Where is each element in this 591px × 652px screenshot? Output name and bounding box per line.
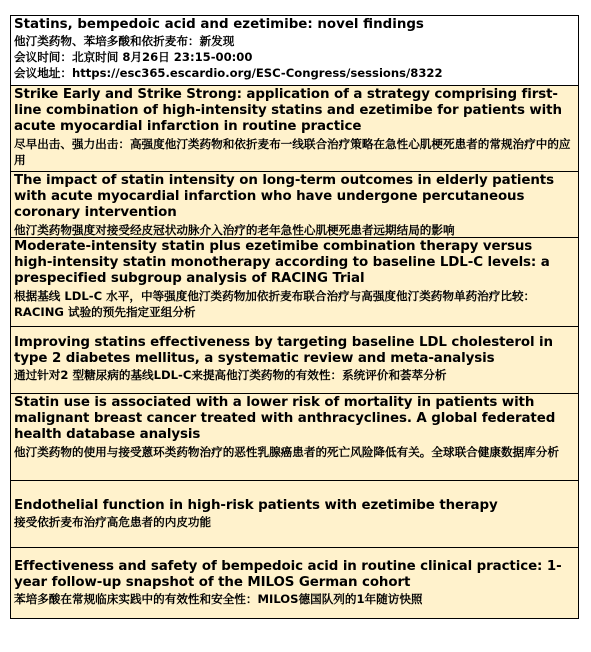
abstract-title-zh: 苯培多酸在常规临床实践中的有效性和安全性：MILOS德国队列的1年随访快照 — [14, 592, 423, 607]
abstract-row — [11, 237, 578, 326]
abstract-title-zh: 通过针对2 型糖尿病的基线LDL-C来提高他汀类药物的有效性：系统评价和荟萃分析 — [14, 368, 447, 383]
session-title-zh: 他汀类药物、苯培多酸和依折麦布：新发现 — [14, 34, 235, 48]
session-address[interactable]: 会议地址：https://esc365.escardio.org/ESC-Congress/sessions/8322 — [14, 66, 443, 80]
abstract-row — [11, 326, 578, 393]
abstract-title-zh: 他汀类药物强度对接受经皮冠状动脉介入治疗的老年急性心肌梗死患者远期结局的影响 — [14, 222, 455, 237]
session-header — [11, 16, 578, 85]
abstract-row — [11, 171, 578, 237]
abstract-title-zh: 他汀类药物的使用与接受蒽环类药物治疗的恶性乳腺癌患者的死亡风险降低有关。全球联合健康数据库分析 — [14, 444, 559, 459]
abstract-title-zh: 接受依折麦布治疗高危患者的内皮功能 — [14, 515, 212, 530]
abstract-title-zh: 尽早出击、强力出击：高强度他汀类药物和依折麦布一线联合治疗策略在急性心肌梗死患者的常规治疗中的应用 — [14, 136, 571, 167]
abstract-title-en: The impact of statin intensity on long-term outcomes in elderly patients with acute myocardial infarction who have undergone percutaneous coronary intervention — [14, 173, 554, 221]
abstract-title-en: Effectiveness and safety of bempedoic acid in routine clinical practice: 1-year follow-up snapshot of the MILOS German cohort — [14, 559, 562, 591]
abstract-row — [11, 85, 578, 171]
abstract-row — [11, 393, 578, 480]
abstract-title-en: Moderate-intensity statin plus ezetimibe combination therapy versus high-intensity statin monotherapy according to baseline LDL-C levels: a prespecified subgroup analysis of RACING Trial — [14, 239, 550, 287]
abstract-row — [11, 547, 578, 618]
abstract-title-en: Statin use is associated with a lower risk of mortality in patients with malignant breast cancer treated with anthracyclines. A global federated health database analysis — [14, 395, 556, 443]
abstract-row — [11, 480, 578, 547]
abstract-title-en: Endothelial function in high-risk patients with ezetimibe therapy — [14, 498, 498, 513]
session-title: Statins, bempedoic acid and ezetimibe: novel findings — [14, 17, 424, 32]
abstract-title-zh: 根据基线 LDL-C 水平，中等强度他汀类药物加依折麦布联合治疗与高强度他汀类药物单药治疗比较：RACING 试验的预先指定亚组分析 — [14, 288, 536, 319]
abstract-title-en: Improving statins effectiveness by targeting baseline LDL cholesterol in type 2 diabetes mellitus, a systematic review and meta-analysis — [14, 335, 553, 367]
abstract-title-en: Strike Early and Strike Strong: application of a strategy comprising first-line combination of high-intensity statins and ezetimibe for patients with acute myocardial infarction in routine practice — [14, 87, 562, 135]
session-time: 会议时间：北京时间 8月26日 23:15-00:00 — [14, 50, 253, 64]
session-table — [10, 15, 579, 619]
